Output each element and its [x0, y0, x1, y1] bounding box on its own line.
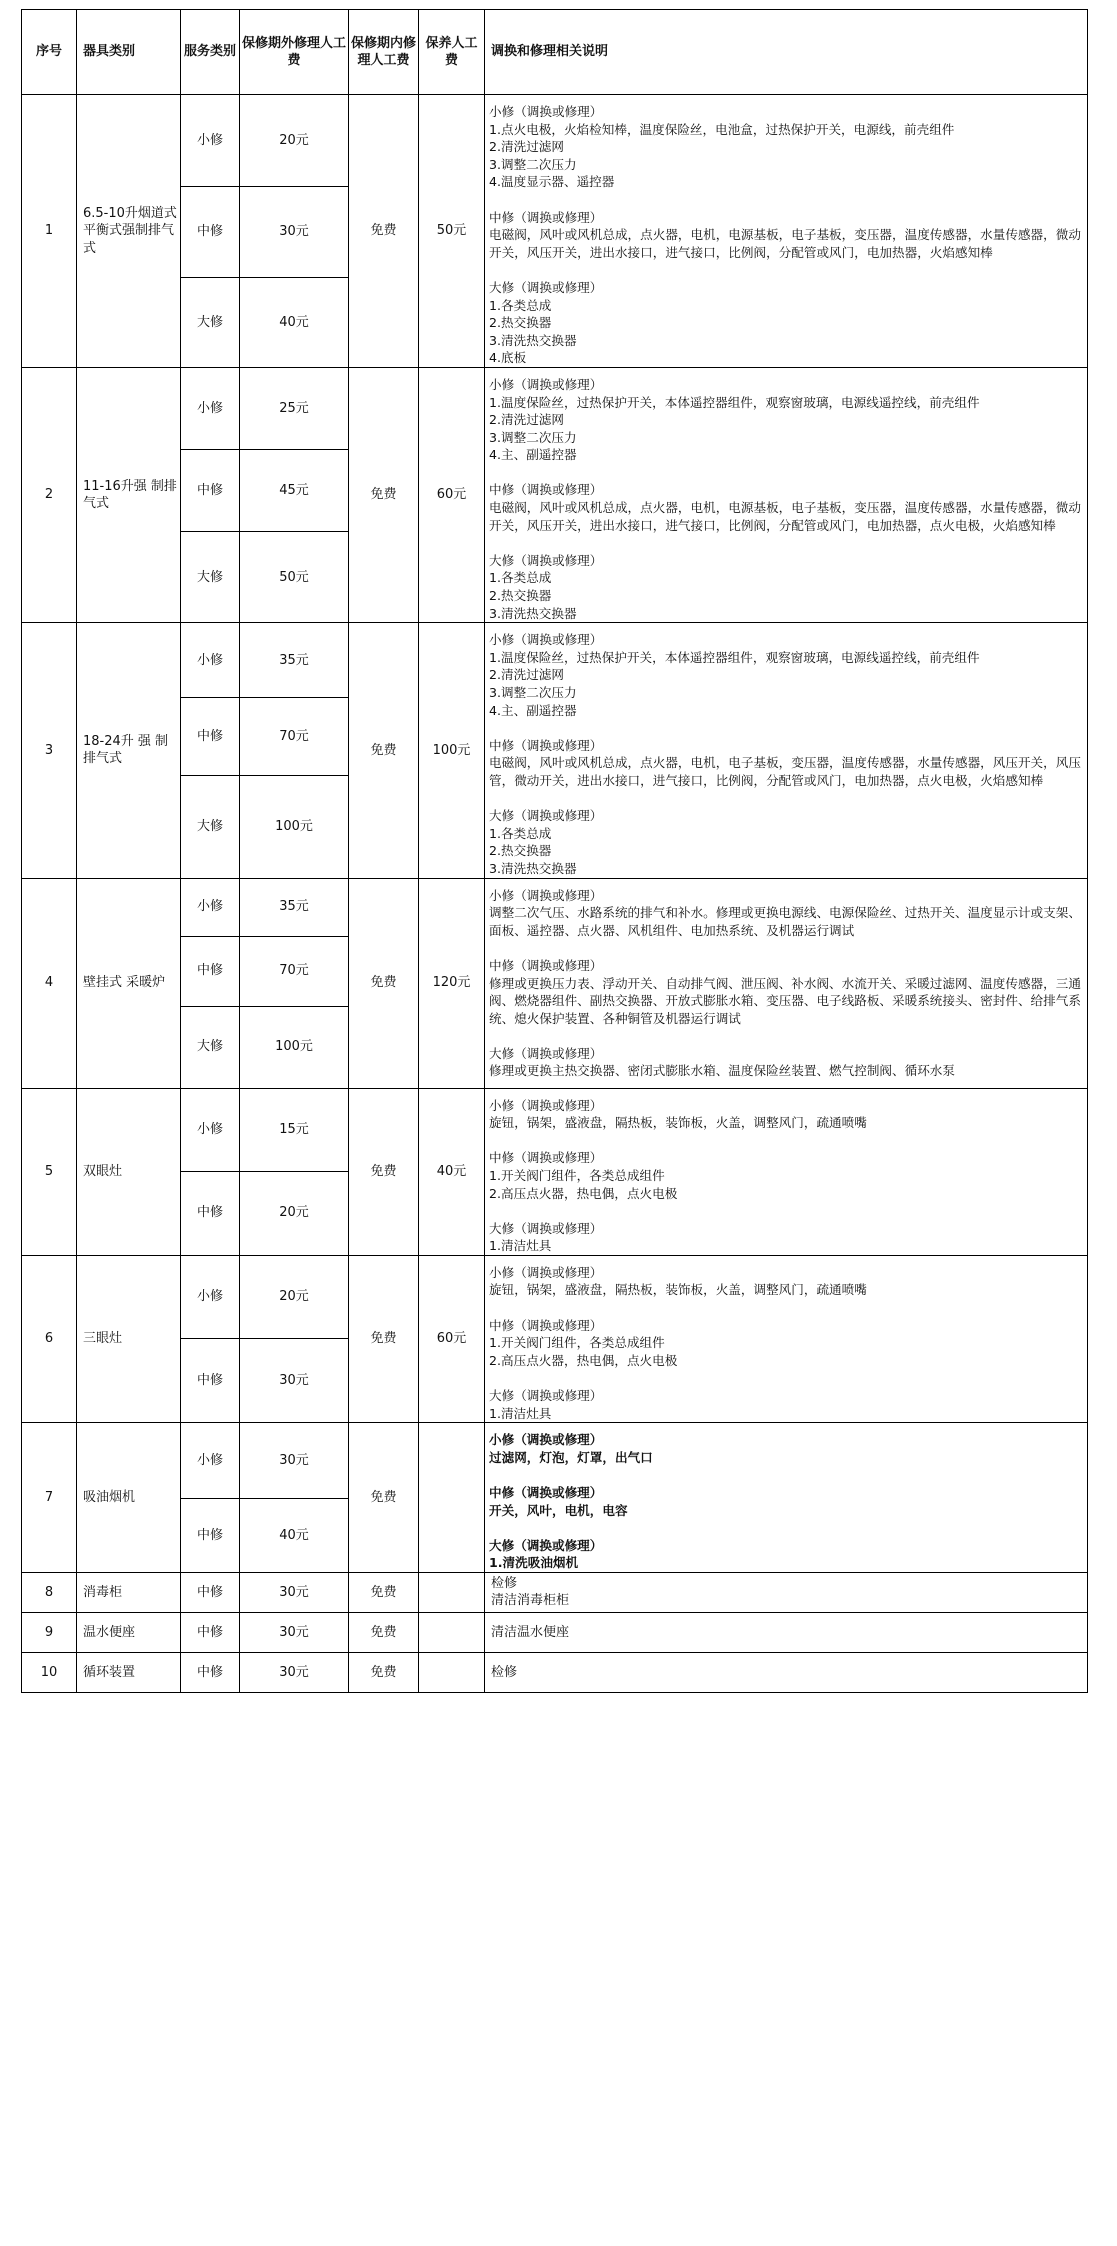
out-warranty-fee: 30元	[240, 1423, 349, 1498]
table-row	[22, 1088, 1088, 1171]
description-line: 修理或更换主热交换器、密闭式膨胀水箱、温度保险丝装置、燃气控制阀、循环水泵	[489, 1063, 955, 1079]
service-type: 大修	[181, 1006, 240, 1088]
repair-description	[485, 623, 1088, 878]
repair-description	[485, 367, 1088, 622]
service-type: 大修	[181, 278, 240, 368]
in-warranty-fee: 免费	[349, 623, 419, 878]
header-service-type: 服务类别	[181, 10, 240, 95]
appliance-category: 循环装置	[77, 1652, 181, 1692]
header-no: 序号	[22, 10, 77, 95]
description-line: 4.主、副遥控器	[489, 447, 577, 463]
row-number: 9	[22, 1612, 77, 1652]
out-warranty-fee: 20元	[240, 1171, 349, 1255]
description-line: 清洁温水便座	[491, 1624, 570, 1640]
description-line: 1.点火电极，火焰检知棒，温度保险丝，电池盒，过热保护开关，电源线，前壳组件	[489, 121, 955, 137]
out-warranty-fee: 35元	[240, 878, 349, 936]
description-line: 4.底板	[489, 350, 527, 366]
in-warranty-fee: 免费	[349, 1423, 419, 1573]
description-block	[489, 1317, 1083, 1370]
description-line: 2.热交换器	[489, 843, 552, 859]
in-warranty-fee: 免费	[349, 1612, 419, 1652]
appliance-category: 温水便座	[77, 1612, 181, 1652]
appliance-category: 11-16升强 制排气式	[77, 367, 181, 622]
appliance-category: 三眼灶	[77, 1255, 181, 1422]
description-line: 清洁消毒柜柜	[491, 1593, 570, 1609]
description-title: 中修（调换或修理）	[489, 482, 603, 498]
description-line: 3.清洗热交换器	[489, 860, 577, 876]
out-warranty-fee: 100元	[240, 1006, 349, 1088]
table-row	[22, 1612, 1088, 1652]
description-block	[489, 1484, 1083, 1519]
description-line: 旋钮，锅架，盛液盘，隔热板，装饰板，火盖，调整风门，疏通喷嘴	[489, 1282, 867, 1298]
description-title: 小修（调换或修理）	[489, 376, 603, 392]
description-line: 4.主、副遥控器	[489, 702, 577, 718]
in-warranty-fee: 免费	[349, 878, 419, 1088]
description-line: 1.清洗吸油烟机	[489, 1555, 579, 1571]
repair-description	[485, 1255, 1088, 1422]
description-block	[491, 1624, 1087, 1642]
service-type: 小修	[181, 878, 240, 936]
out-warranty-fee: 35元	[240, 623, 349, 698]
row-number: 10	[22, 1652, 77, 1692]
description-line: 检修	[491, 1575, 518, 1591]
description-title: 大修（调换或修理）	[489, 1537, 603, 1553]
service-type: 小修	[181, 623, 240, 698]
description-block	[491, 1575, 1087, 1610]
description-line: 1.温度保险丝，过热保护开关，本体遥控器组件，观察窗玻璃，电源线遥控线，前壳组件	[489, 649, 980, 665]
out-warranty-fee: 20元	[240, 95, 349, 187]
description-block	[489, 481, 1083, 534]
description-block	[489, 1220, 1083, 1255]
appliance-category: 6.5-10升烟道式平衡式强制排气式	[77, 95, 181, 368]
out-warranty-fee: 45元	[240, 450, 349, 532]
out-warranty-fee: 30元	[240, 1652, 349, 1692]
description-block	[489, 631, 1083, 719]
repair-description	[485, 878, 1088, 1088]
service-type: 小修	[181, 1255, 240, 1338]
description-title: 小修（调换或修理）	[489, 632, 603, 648]
price-table-container	[21, 9, 1088, 1693]
table-row	[22, 1652, 1088, 1692]
description-line: 电磁阀，风叶或风机总成，点火器，电机，电源基板，电子基板，变压器，温度传感器，水量传感器，微动开关，风压开关，进出水接口，进气接口，比例阀，分配管或风门，电加热器，火焰感知棒	[489, 227, 1081, 260]
description-title: 中修（调换或修理）	[489, 1485, 603, 1500]
appliance-category: 18-24升 强 制 排气式	[77, 623, 181, 878]
header-in-warranty-fee: 保修期内修理人工费	[349, 10, 419, 95]
maintenance-fee	[419, 1652, 485, 1692]
description-line: 1.各类总成	[489, 825, 552, 841]
header-maintenance-fee: 保养人工费	[419, 10, 485, 95]
description-block	[489, 279, 1083, 367]
description-line: 2.高压点火器，热电偶，点火电极	[489, 1352, 678, 1368]
description-block	[489, 1045, 1083, 1080]
description-title: 大修（调换或修理）	[489, 1388, 603, 1404]
header-category: 器具类别	[77, 10, 181, 95]
service-type: 中修	[181, 1171, 240, 1255]
description-line: 3.调整二次压力	[489, 429, 577, 445]
appliance-category: 双眼灶	[77, 1088, 181, 1255]
out-warranty-fee: 20元	[240, 1255, 349, 1338]
in-warranty-fee: 免费	[349, 1572, 419, 1612]
service-type: 大修	[181, 532, 240, 623]
row-number: 6	[22, 1255, 77, 1422]
service-type: 中修	[181, 1498, 240, 1572]
repair-price-table	[21, 9, 1088, 1693]
description-line: 1.清洁灶具	[489, 1238, 552, 1254]
description-line: 电磁阀，风叶或风机总成，点火器，电机，电子基板，变压器，温度传感器，水量传感器，风压开关，风压管，微动开关，进出水接口，进气接口，比例阀，分配管或风门，电加热器，点火电极，火焰感知棒	[489, 755, 1081, 788]
out-warranty-fee: 30元	[240, 186, 349, 278]
in-warranty-fee: 免费	[349, 367, 419, 622]
description-block	[489, 737, 1083, 790]
description-line: 3.清洗热交换器	[489, 605, 577, 621]
header-row	[22, 10, 1088, 95]
description-title: 大修（调换或修理）	[489, 279, 603, 295]
in-warranty-fee: 免费	[349, 1652, 419, 1692]
description-line: 电磁阀，风叶或风机总成，点火器，电机，电源基板，电子基板，变压器，温度传感器，水量传感器，微动开关，风压开关，进出水接口，进气接口，比例阀，分配管或风门，电加热器，点火电极，火焰感知棒	[489, 500, 1081, 533]
appliance-category: 壁挂式 采暖炉	[77, 878, 181, 1088]
description-title: 小修（调换或修理）	[489, 1264, 603, 1280]
header-description: 调换和修理相关说明	[485, 10, 1088, 95]
service-type: 小修	[181, 1423, 240, 1498]
description-line: 旋钮，锅架，盛液盘，隔热板，装饰板，火盖，调整风门，疏通喷嘴	[489, 1115, 867, 1131]
description-title: 中修（调换或修理）	[489, 957, 603, 973]
description-block	[489, 1097, 1083, 1132]
description-title: 小修（调换或修理）	[489, 887, 603, 903]
out-warranty-fee: 30元	[240, 1338, 349, 1422]
description-line: 2.清洗过滤网	[489, 667, 564, 683]
service-type: 中修	[181, 936, 240, 1006]
out-warranty-fee: 70元	[240, 936, 349, 1006]
description-line: 3.调整二次压力	[489, 685, 577, 700]
description-line: 1.各类总成	[489, 297, 552, 313]
row-number: 3	[22, 623, 77, 878]
description-line: 1.开关阀门组件，各类总成组件	[489, 1167, 665, 1183]
maintenance-fee: 60元	[419, 1255, 485, 1422]
description-line: 1.温度保险丝，过热保护开关，本体遥控器组件，观察窗玻璃，电源线遥控线，前壳组件	[489, 394, 980, 410]
maintenance-fee: 60元	[419, 367, 485, 622]
description-line: 2.高压点火器，热电偶，点火电极	[489, 1185, 678, 1201]
description-title: 小修（调换或修理）	[489, 104, 603, 119]
description-title: 大修（调换或修理）	[489, 1220, 603, 1236]
in-warranty-fee: 免费	[349, 95, 419, 368]
row-number: 8	[22, 1572, 77, 1612]
description-line: 调整二次气压、水路系统的排气和补水。修理或更换电源线、电源保险丝、过热开关、温度显示计或支架、面板、遥控器、点火器、风机组件、电加热系统、及机器运行调试	[489, 905, 1081, 938]
repair-description	[485, 1572, 1088, 1612]
service-type: 中修	[181, 1612, 240, 1652]
service-type: 中修	[181, 698, 240, 775]
maintenance-fee: 120元	[419, 878, 485, 1088]
description-block	[489, 1387, 1083, 1422]
out-warranty-fee: 40元	[240, 278, 349, 368]
row-number: 5	[22, 1088, 77, 1255]
table-row	[22, 878, 1088, 936]
maintenance-fee: 50元	[419, 95, 485, 368]
repair-description	[485, 95, 1088, 368]
maintenance-fee: 40元	[419, 1088, 485, 1255]
header-out-warranty-fee: 保修期外修理人工费	[240, 10, 349, 95]
description-line: 1.清洁灶具	[489, 1405, 552, 1421]
repair-description	[485, 1612, 1088, 1652]
out-warranty-fee: 15元	[240, 1088, 349, 1171]
service-type: 中修	[181, 1652, 240, 1692]
description-title: 中修（调换或修理）	[489, 1317, 603, 1333]
description-block	[489, 1431, 1083, 1466]
description-line: 2.热交换器	[489, 588, 552, 604]
in-warranty-fee: 免费	[349, 1088, 419, 1255]
description-line: 3.调整二次压力	[489, 156, 577, 172]
service-type: 大修	[181, 775, 240, 878]
description-block	[489, 1264, 1083, 1299]
row-number: 1	[22, 95, 77, 368]
appliance-category: 消毒柜	[77, 1572, 181, 1612]
description-block	[489, 552, 1083, 622]
table-row	[22, 367, 1088, 449]
out-warranty-fee: 30元	[240, 1572, 349, 1612]
description-line: 2.热交换器	[489, 315, 552, 331]
description-block	[489, 103, 1083, 191]
description-title: 中修（调换或修理）	[489, 1150, 603, 1166]
description-line: 3.清洗热交换器	[489, 332, 577, 348]
service-type: 小修	[181, 367, 240, 449]
description-block	[489, 807, 1083, 877]
repair-description	[485, 1423, 1088, 1573]
service-type: 中修	[181, 1572, 240, 1612]
description-block	[489, 1537, 1083, 1572]
description-line: 2.清洗过滤网	[489, 139, 564, 155]
out-warranty-fee: 25元	[240, 367, 349, 449]
description-block	[489, 376, 1083, 464]
table-row	[22, 1423, 1088, 1498]
out-warranty-fee: 70元	[240, 698, 349, 775]
table-row	[22, 95, 1088, 187]
description-line: 修理或更换压力表、浮动开关、自动排气阀、泄压阀、补水阀、水流开关、采暖过滤网、温度传感器，三通阀、燃烧器组件、副热交换器、开放式膨胀水箱、变压器、电子线路板、采暖系统接头、密封件、给排气系统、熄火保护装置、各种铜管及机器运行调试	[489, 975, 1081, 1026]
description-block	[489, 209, 1083, 262]
table-row	[22, 1572, 1088, 1612]
description-title: 小修（调换或修理）	[489, 1432, 603, 1448]
description-block	[489, 887, 1083, 940]
maintenance-fee	[419, 1612, 485, 1652]
table-row	[22, 1255, 1088, 1338]
description-title: 大修（调换或修理）	[489, 808, 603, 824]
out-warranty-fee: 50元	[240, 532, 349, 623]
service-type: 小修	[181, 1088, 240, 1171]
maintenance-fee: 100元	[419, 623, 485, 878]
row-number: 4	[22, 878, 77, 1088]
appliance-category: 吸油烟机	[77, 1423, 181, 1573]
description-block	[491, 1664, 1087, 1682]
out-warranty-fee: 30元	[240, 1612, 349, 1652]
description-title: 大修（调换或修理）	[489, 552, 603, 568]
description-line: 检修	[491, 1664, 518, 1680]
description-line: 4.温度显示器、遥控器	[489, 174, 615, 190]
description-line: 过滤网，灯泡，灯罩，出气口	[489, 1449, 653, 1465]
repair-description	[485, 1652, 1088, 1692]
service-type: 中修	[181, 186, 240, 278]
maintenance-fee	[419, 1572, 485, 1612]
service-type: 小修	[181, 95, 240, 187]
service-type: 中修	[181, 1338, 240, 1422]
description-title: 小修（调换或修理）	[489, 1097, 603, 1113]
description-block	[489, 957, 1083, 1027]
description-title: 中修（调换或修理）	[489, 737, 603, 753]
description-line: 1.各类总成	[489, 570, 552, 586]
description-title: 中修（调换或修理）	[489, 209, 603, 225]
out-warranty-fee: 40元	[240, 1498, 349, 1572]
row-number: 7	[22, 1423, 77, 1573]
description-line: 1.开关阀门组件，各类总成组件	[489, 1335, 665, 1351]
maintenance-fee	[419, 1423, 485, 1573]
description-line: 2.清洗过滤网	[489, 412, 564, 428]
description-title: 大修（调换或修理）	[489, 1045, 603, 1061]
description-block	[489, 1149, 1083, 1202]
out-warranty-fee: 100元	[240, 775, 349, 878]
service-type: 中修	[181, 450, 240, 532]
table-row	[22, 623, 1088, 698]
repair-description	[485, 1088, 1088, 1255]
description-line: 开关，风叶，电机，电容	[489, 1502, 628, 1518]
in-warranty-fee: 免费	[349, 1255, 419, 1422]
row-number: 2	[22, 367, 77, 622]
